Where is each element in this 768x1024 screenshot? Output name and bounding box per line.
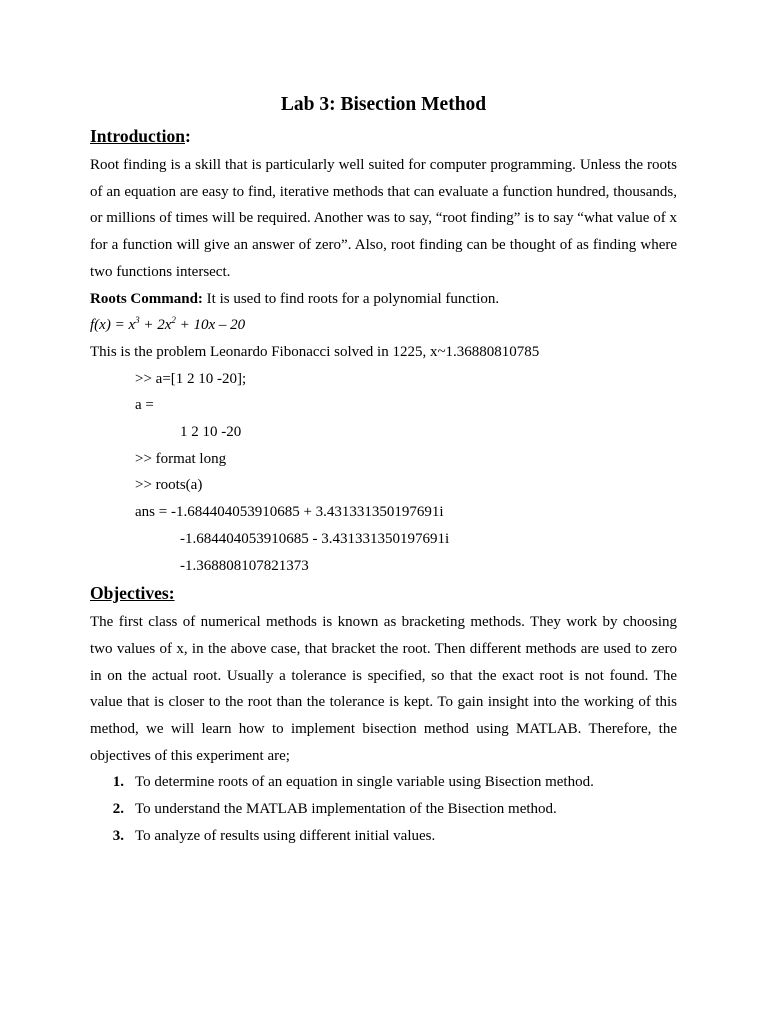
introduction-heading-text: Introduction bbox=[90, 126, 185, 146]
introduction-heading bbox=[90, 122, 677, 150]
roots-command-label: Roots Command: bbox=[90, 290, 203, 307]
roots-command-text: It is used to find roots for a polynomial function. bbox=[202, 290, 500, 307]
code-line: >> a=[1 2 10 -20]; bbox=[135, 370, 247, 387]
equation-exponent-2: 2 bbox=[171, 315, 176, 326]
polynomial-equation bbox=[90, 312, 677, 339]
code-line: >> format long bbox=[135, 450, 227, 467]
objectives-heading-text: Objectives: bbox=[90, 583, 175, 604]
list-item bbox=[90, 823, 677, 850]
list-item-text: To understand the MATLAB implementation of the Bisection method. bbox=[135, 801, 557, 818]
equation-exponent-3: 3 bbox=[135, 315, 140, 326]
code-line: >> roots(a) bbox=[135, 477, 203, 494]
list-item-number: 2. bbox=[112, 801, 124, 818]
equation-part-1: f(x) = x bbox=[90, 317, 136, 334]
equation-part-2: + 2x bbox=[139, 317, 172, 334]
roots-command-line bbox=[90, 286, 677, 313]
list-item-number: 1. bbox=[112, 774, 124, 791]
list-item bbox=[90, 796, 677, 823]
list-item-text: To determine roots of an equation in single variable using Bisection method. bbox=[135, 774, 594, 791]
introduction-heading-colon: : bbox=[184, 126, 191, 146]
introduction-paragraph: Root finding is a skill that is particularly well suited for computer programming. Unless the roots of an equation are easy to find, iterative methods that can evaluate a function hundred, thousands, or millions of times will be required. Another was to say, “root finding” is to say “what value of x for a function will give an answer of zero”. Also, root finding can be thought of as finding where two functions intersect. bbox=[90, 157, 677, 280]
list-item bbox=[90, 769, 677, 796]
list-item-text: To analyze of results using different initial values. bbox=[135, 827, 436, 844]
document-title: Lab 3: Bisection Method bbox=[280, 94, 487, 115]
objectives-heading bbox=[90, 579, 677, 607]
list-item-number: 3. bbox=[112, 827, 124, 844]
objectives-list bbox=[90, 769, 677, 849]
fibonacci-line: This is the problem Leonardo Fibonacci solved in 1225, x~1.36880810785 bbox=[90, 343, 540, 360]
code-line: -1.368808107821373 bbox=[180, 557, 309, 574]
objectives-paragraph: The first class of numerical methods is known as bracketing methods. They work by choosing two values of x, in the above case, that bracket the root. Then different methods are used to zero in on the actual root. Usually a tolerance is specified, so that the exact root is not found. The value that is closer to the root than the tolerance is kept. To gain insight into the working of this method, we will learn how to implement bisection method using MATLAB. Therefore, the objectives of this experiment are; bbox=[90, 614, 677, 764]
document-page bbox=[90, 90, 677, 850]
matlab-code-block bbox=[90, 366, 677, 580]
code-line: -1.684404053910685 - 3.431331350197691i bbox=[180, 530, 450, 547]
code-line: 1 2 10 -20 bbox=[180, 424, 242, 441]
code-line: ans = -1.684404053910685 + 3.431331350197691i bbox=[135, 504, 444, 521]
equation-part-3: + 10x – 20 bbox=[175, 317, 246, 334]
code-line: a = bbox=[135, 397, 154, 414]
